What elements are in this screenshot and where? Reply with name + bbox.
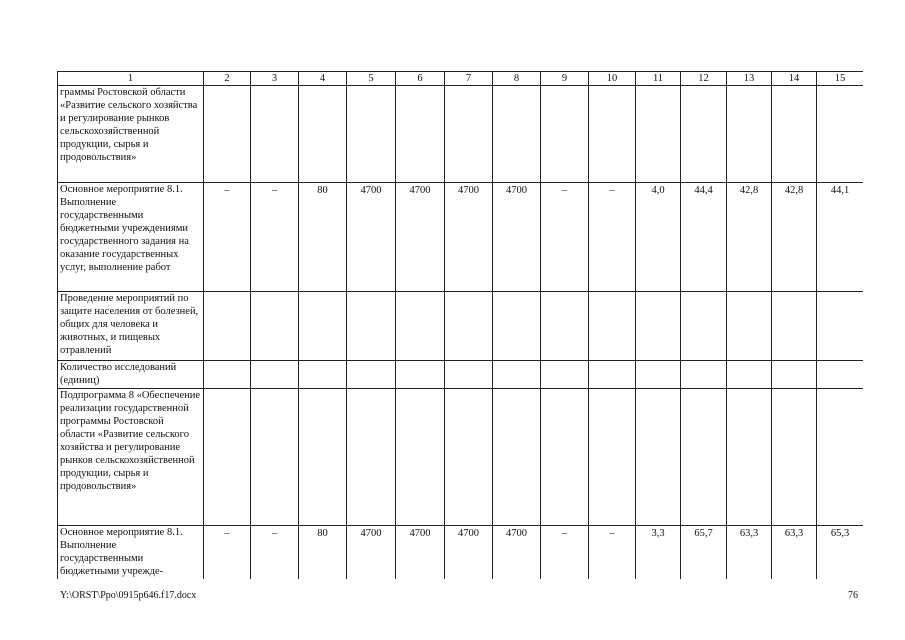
table-cell: 4,0: [636, 183, 681, 292]
table-cell: [299, 292, 347, 361]
table-cell: [347, 292, 396, 361]
column-header: 7: [445, 72, 493, 86]
table-cell: [299, 361, 347, 389]
table-cell: [772, 389, 817, 526]
row-description: Основное мероприятие 8.1. Выполнение государственными бюджетными учрежде-: [58, 526, 204, 580]
table-cell: [396, 86, 445, 183]
table-cell: –: [204, 526, 251, 580]
table-cell: [347, 361, 396, 389]
table-cell: [817, 361, 864, 389]
table-cell: 80: [299, 183, 347, 292]
table-cell: [493, 389, 541, 526]
table-cell: 4700: [396, 526, 445, 580]
table-cell: 42,8: [727, 183, 772, 292]
table-cell: [251, 361, 299, 389]
row-description: Подпрограмма 8 «Обеспечение реализации государственной программы Ростовской области «Развитие сельского хозяйства и регулирование рынков сельскохозяйственной продукции, сырья и продовольствия»: [58, 389, 204, 526]
table-cell: [589, 86, 636, 183]
table-cell: [681, 292, 727, 361]
table-cell: [541, 292, 589, 361]
row-description: граммы Ростовской области «Развитие сельского хозяйства и регулирование рынков сельскохозяйственной продукции, сырья и продовольствия»: [58, 86, 204, 183]
header-row: [58, 72, 864, 86]
document-table-container: [57, 71, 863, 579]
table-cell: 44,1: [817, 183, 864, 292]
table-cell: [589, 292, 636, 361]
table-cell: [727, 389, 772, 526]
table-cell: [347, 389, 396, 526]
table-cell: [396, 389, 445, 526]
table-cell: [445, 86, 493, 183]
column-header: 5: [347, 72, 396, 86]
table-cell: [817, 389, 864, 526]
table-cell: [636, 361, 681, 389]
table-cell: [541, 389, 589, 526]
page-number: 76: [848, 590, 858, 601]
table-cell: [817, 292, 864, 361]
table-cell: [299, 389, 347, 526]
table-cell: 4700: [396, 183, 445, 292]
column-header: 13: [727, 72, 772, 86]
table-cell: 4700: [445, 526, 493, 580]
table-cell: 44,4: [681, 183, 727, 292]
table-cell: [636, 86, 681, 183]
column-header: 12: [681, 72, 727, 86]
footer-file-path: Y:\ORST\Ppo\0915p646.f17.docx: [60, 590, 197, 601]
table-cell: –: [204, 183, 251, 292]
table-cell: [493, 292, 541, 361]
column-header: 4: [299, 72, 347, 86]
table-cell: [251, 389, 299, 526]
table-cell: [681, 389, 727, 526]
table-cell: 65,3: [817, 526, 864, 580]
table-cell: 4700: [347, 183, 396, 292]
table-cell: [636, 389, 681, 526]
table-cell: [772, 292, 817, 361]
table-cell: [727, 86, 772, 183]
column-header: 6: [396, 72, 445, 86]
table-cell: 4700: [493, 526, 541, 580]
table-row: [58, 389, 864, 526]
table-cell: [727, 361, 772, 389]
table-cell: [541, 361, 589, 389]
table-cell: [204, 361, 251, 389]
table-cell: 4700: [493, 183, 541, 292]
table-cell: 80: [299, 526, 347, 580]
table-cell: –: [589, 183, 636, 292]
table-cell: [445, 389, 493, 526]
column-header: 3: [251, 72, 299, 86]
table-cell: –: [251, 526, 299, 580]
table-cell: [589, 361, 636, 389]
table-cell: 63,3: [772, 526, 817, 580]
table-cell: –: [541, 526, 589, 580]
table-cell: [347, 86, 396, 183]
table-cell: 65,7: [681, 526, 727, 580]
table-cell: 42,8: [772, 183, 817, 292]
table-cell: [204, 389, 251, 526]
column-header: 15: [817, 72, 864, 86]
column-header: 8: [493, 72, 541, 86]
table-cell: [493, 361, 541, 389]
row-description: Количество исследований (единиц): [58, 361, 204, 389]
table-cell: [396, 361, 445, 389]
table-cell: [445, 292, 493, 361]
table-cell: [251, 86, 299, 183]
table-cell: [204, 292, 251, 361]
table-row: [58, 86, 864, 183]
table-cell: [445, 361, 493, 389]
table-cell: 4700: [347, 526, 396, 580]
table-cell: [493, 86, 541, 183]
table-cell: [636, 292, 681, 361]
table-cell: [589, 389, 636, 526]
table-cell: [772, 86, 817, 183]
column-header: 2: [204, 72, 251, 86]
table-cell: [204, 86, 251, 183]
column-header: 1: [58, 72, 204, 86]
column-header: 14: [772, 72, 817, 86]
column-header: 9: [541, 72, 589, 86]
row-description: Проведение мероприятий по защите населения от болезней, общих для человека и животных, и пищевых отравлений: [58, 292, 204, 361]
table-cell: –: [589, 526, 636, 580]
table-cell: [681, 361, 727, 389]
table-cell: [772, 361, 817, 389]
table-cell: [299, 86, 347, 183]
table-row: [58, 183, 864, 292]
row-description: Основное мероприятие 8.1. Выполнение государственными бюджетными учреждениями государственного задания на оказание государственных услуг, выполнение работ: [58, 183, 204, 292]
table-row: [58, 361, 864, 389]
indicator-table: [57, 71, 863, 579]
table-cell: [817, 86, 864, 183]
table-cell: [396, 292, 445, 361]
table-cell: 63,3: [727, 526, 772, 580]
table-cell: 3,3: [636, 526, 681, 580]
table-row: [58, 526, 864, 580]
table-cell: 4700: [445, 183, 493, 292]
table-cell: –: [251, 183, 299, 292]
table-cell: [727, 292, 772, 361]
table-row: [58, 292, 864, 361]
table-cell: –: [541, 183, 589, 292]
column-header: 11: [636, 72, 681, 86]
column-header: 10: [589, 72, 636, 86]
table-cell: [541, 86, 589, 183]
table-cell: [681, 86, 727, 183]
table-cell: [251, 292, 299, 361]
